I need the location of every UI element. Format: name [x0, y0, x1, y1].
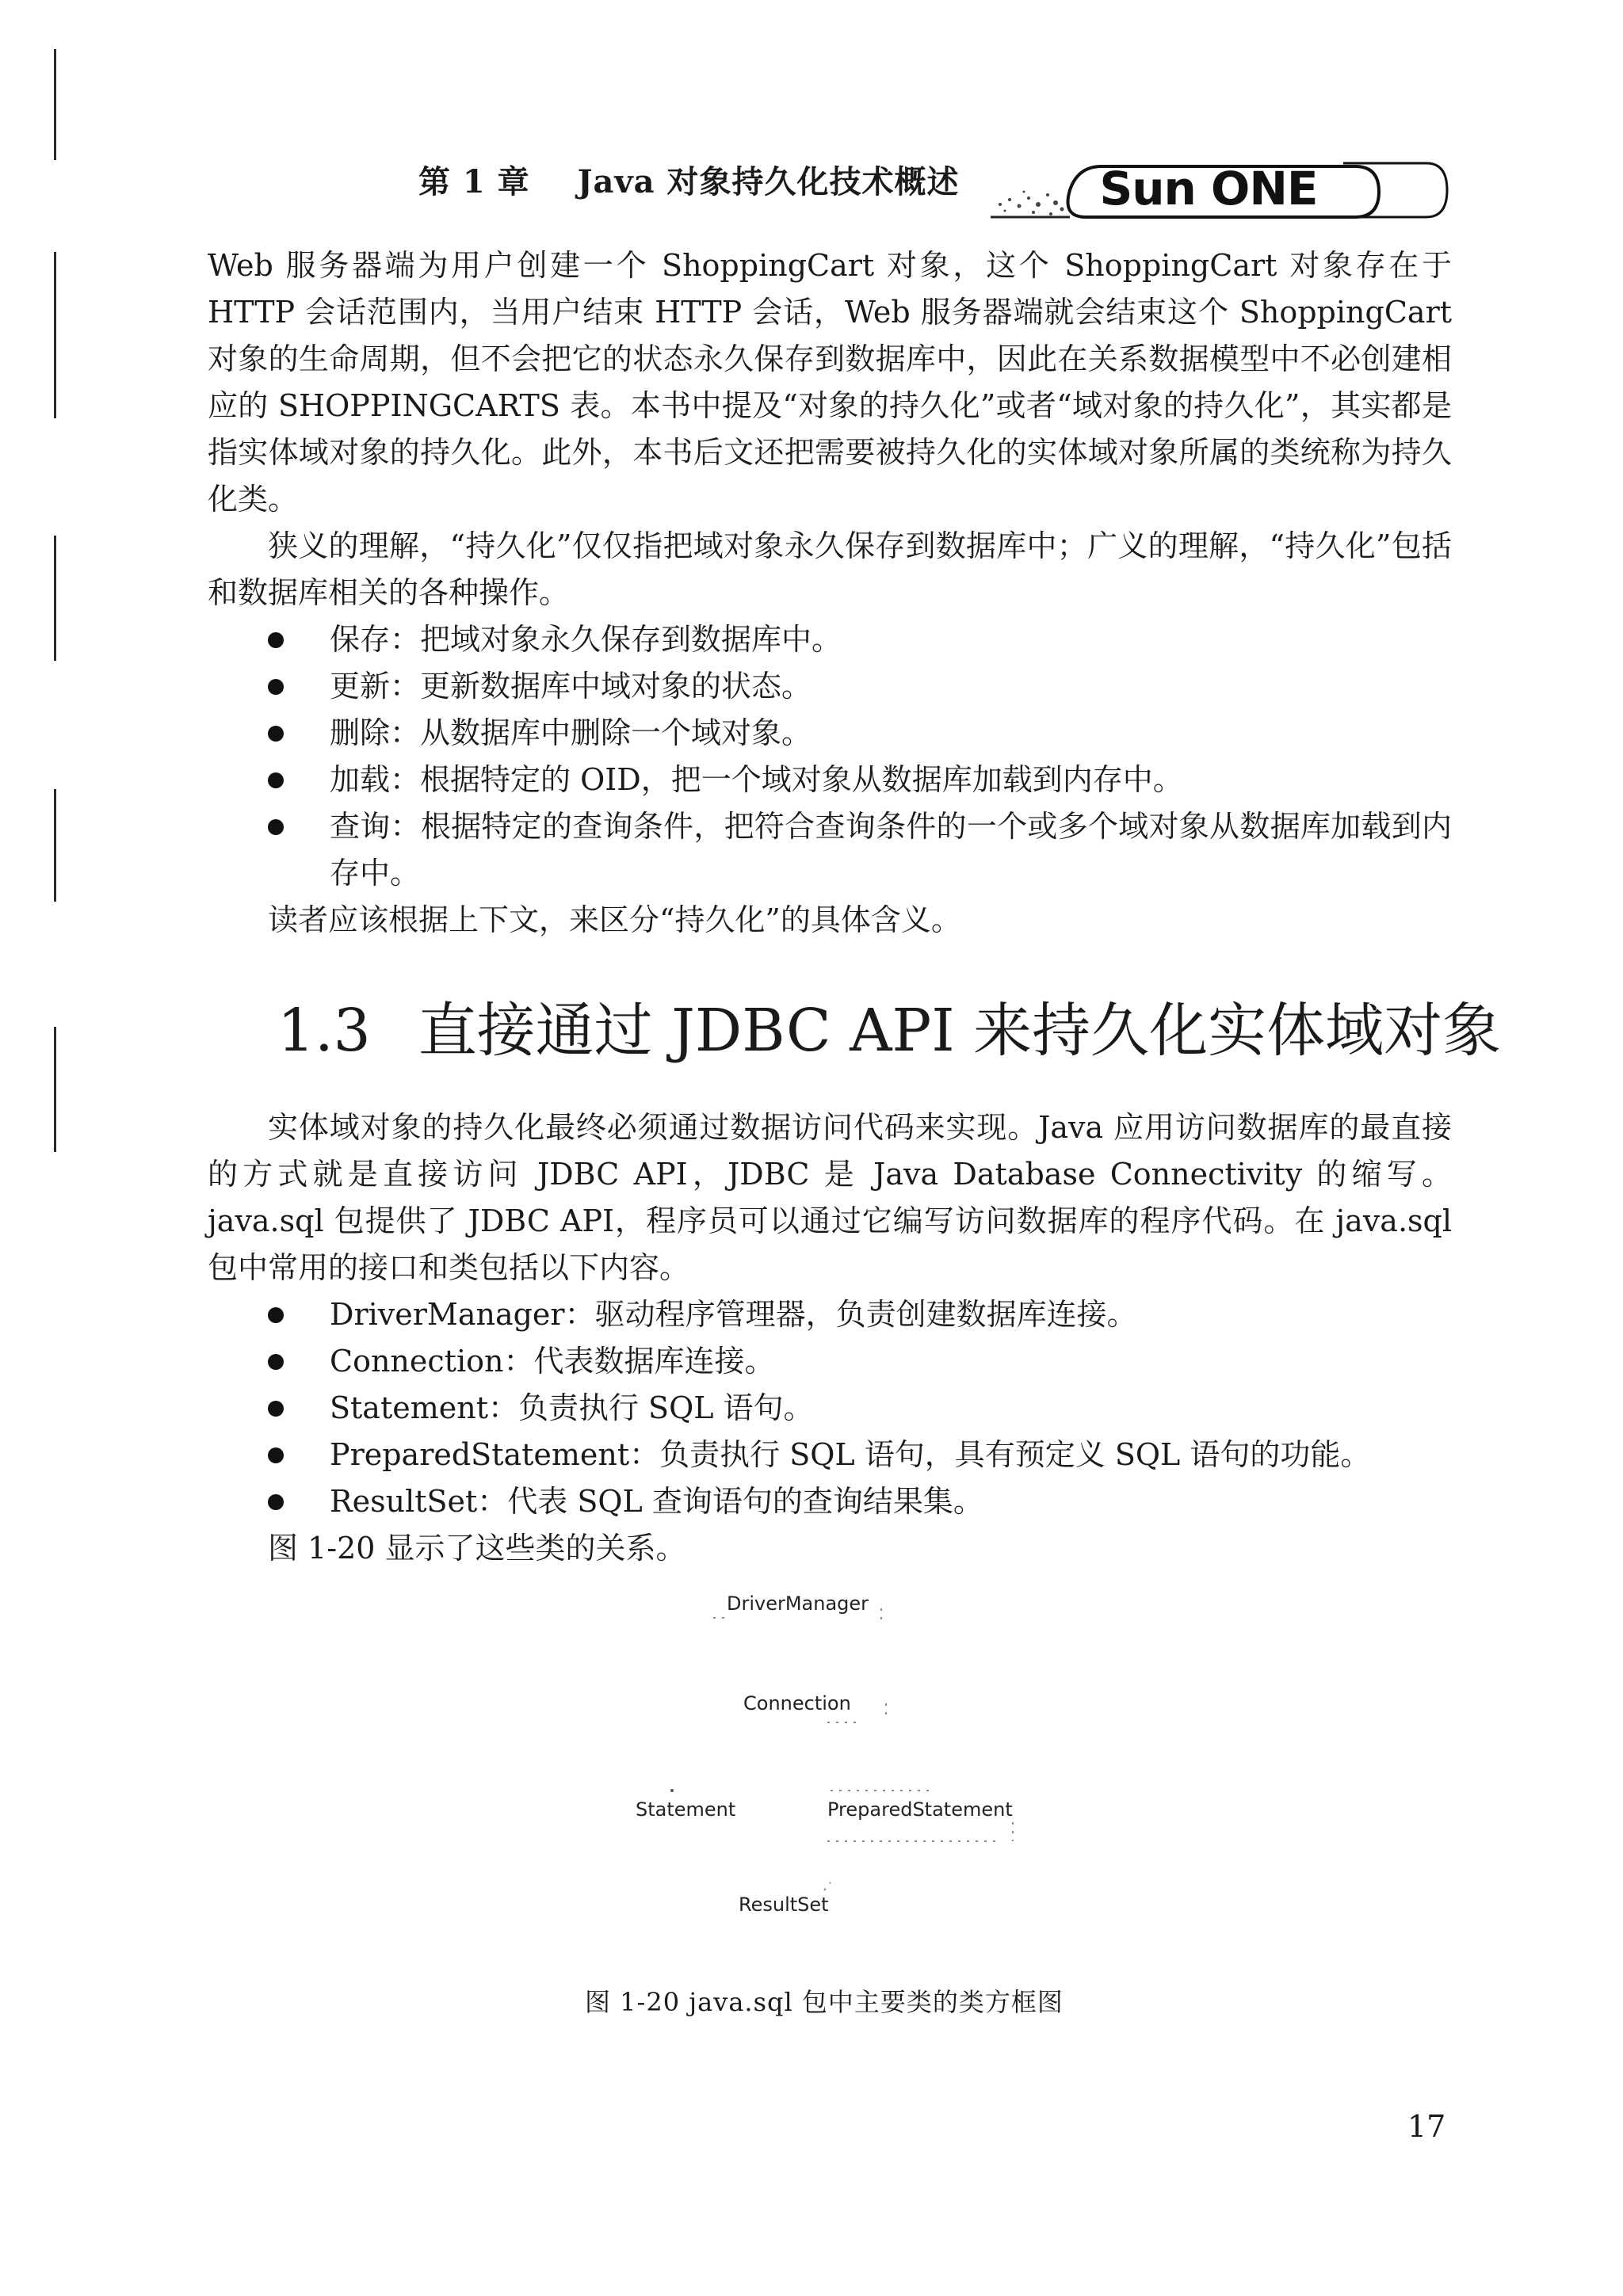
list-item: ResultSet：代表 SQL 查询语句的查询结果集。 [208, 1478, 1452, 1525]
list-item: 更新：更新数据库中域对象的状态。 [208, 663, 1452, 710]
logo-text: Sun ONE [1099, 162, 1318, 215]
list-item: 删除：从数据库中删除一个域对象。 [208, 710, 1452, 757]
figure-reference: 图 1-20 显示了这些类的关系。 [268, 1531, 686, 1566]
list-item: Connection：代表数据库连接。 [208, 1338, 1452, 1385]
prepared-statement-box: PreparedStatement [827, 1798, 1013, 1821]
chapter-title: Java 对象持久化技术概述 [577, 163, 960, 200]
list-item: Statement：负责执行 SQL 语句。 [208, 1385, 1452, 1432]
list-item: 加载：根据特定的 OID，把一个域对象从数据库加载到内存中。 [208, 757, 1452, 803]
section-title: 直接通过 JDBC API 来持久化实体域对象 [418, 997, 1502, 1065]
jdbc-paragraph: 实体域对象的持久化最终必须通过数据访问代码来实现。Java 应用访问数据库的最直接的方式就是直接访问 JDBC API，JDBC 是 Java Database Connectivity 的缩写。java.sql 包提供了 JDBC API，程序员可以通过它编写访问数据库的程序代码。在 java.sql 包中常用的接口和类包括以下内容。 [208, 1110, 1452, 1285]
list-item: 查询：根据特定的查询条件，把符合查询条件的一个或多个域对象从数据库加载到内存中。 [208, 803, 1452, 897]
driver-manager-box: DriverManager [727, 1592, 869, 1615]
list-item: PreparedStatement：负责执行 SQL 语句，具有预定义 SQL 语句的功能。 [208, 1432, 1452, 1478]
chapter-number: 第 1 章 [418, 163, 530, 200]
statement-box: Statement [636, 1798, 736, 1821]
persistence-definition: 狭义的理解，“持久化”仅仅指把域对象永久保存到数据库中；广义的理解，“持久化”包括和数据库相关的各种操作。 [208, 528, 1452, 610]
result-set-box: ResultSet [739, 1894, 829, 1916]
section-number: 1.3 [277, 997, 371, 1065]
list-item: 保存：把域对象永久保存到数据库中。 [208, 616, 1452, 663]
list-item: DriverManager：驱动程序管理器，负责创建数据库连接。 [208, 1291, 1452, 1338]
intro-paragraph: Web 服务器端为用户创建一个 ShoppingCart 对象，这个 ShoppingCart 对象存在于 HTTP 会话范围内，当用户结束 HTTP 会话，Web 服务器端就会结束这个 ShoppingCart 对象的生命周期，但不会把它的状态永久保存到数据库中，因此在关系数据模型中不必创建相应的 SHOPPINGCARTS 表。本书中提及“对象的持久化”或者“域对象的持久化”，其实都是指实体域对象的持久化。此外，本书后文还把需要被持久化的实体域对象所属的类统称为持久化类。 [208, 248, 1452, 517]
connection-box: Connection [743, 1692, 851, 1714]
figure-caption: 图 1-20 java.sql 包中主要类的类方框图 [585, 1987, 1064, 2017]
page-number: 17 [1407, 2109, 1446, 2144]
context-note: 读者应该根据上下文，来区分“持久化”的具体含义。 [268, 902, 961, 937]
